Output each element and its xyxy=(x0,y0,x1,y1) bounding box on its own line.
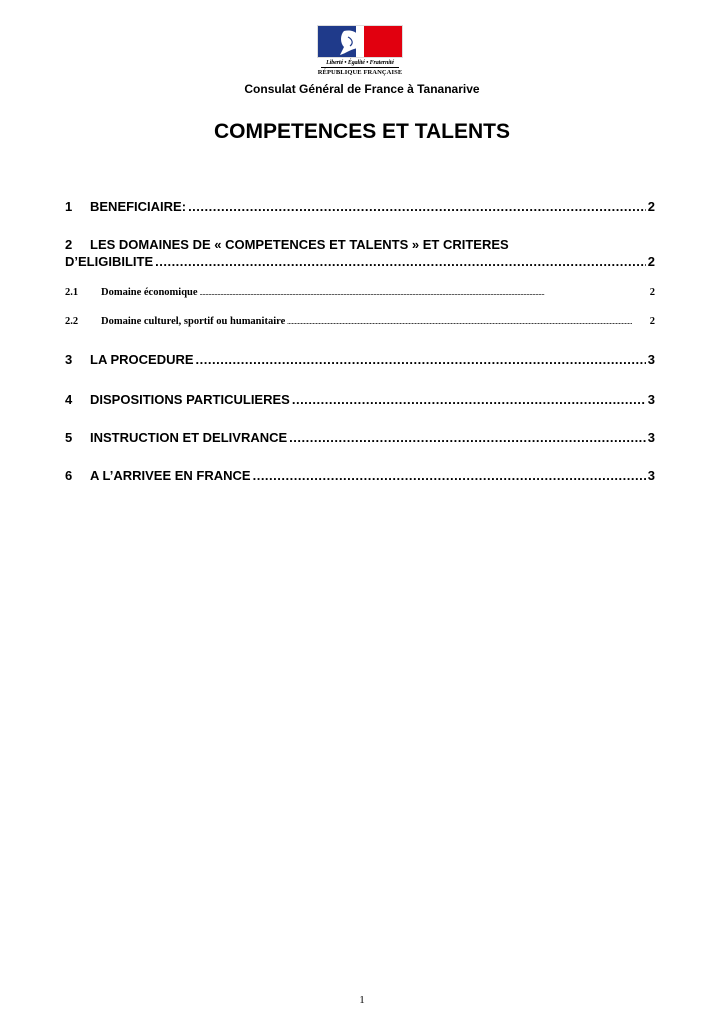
toc-leader-dots xyxy=(287,316,648,327)
toc-entry-page: 2 xyxy=(647,199,655,214)
toc-leader-dots xyxy=(196,352,646,367)
toc-entry-number: 1 xyxy=(65,199,73,214)
toc-entry-2[interactable] xyxy=(65,237,655,269)
toc-entry-number: 5 xyxy=(65,430,73,445)
logo-republic-text: RÉPUBLIQUE FRANÇAISE xyxy=(317,69,403,76)
toc-entry-1[interactable] xyxy=(65,199,655,214)
toc-entry-page: 2 xyxy=(649,316,655,327)
toc-entry-label: LES DOMAINES DE « COMPETENCES ET TALENTS » ET CRITERES xyxy=(90,237,509,252)
toc-entry-5[interactable] xyxy=(65,430,655,445)
toc-entry-label: LA PROCEDURE xyxy=(90,352,194,367)
toc-entry-page: 3 xyxy=(647,392,655,407)
toc-entry-2-1[interactable] xyxy=(65,287,655,298)
page-title: COMPETENCES ET TALENTS xyxy=(214,120,510,143)
toc-entry-page: 2 xyxy=(647,254,655,269)
toc-entry-4[interactable] xyxy=(65,392,655,407)
toc-entry-page: 2 xyxy=(649,287,655,298)
toc-leader-dots xyxy=(155,254,646,269)
toc-entry-label: Domaine culturel, sportif ou humanitaire xyxy=(101,316,286,327)
toc-entry-page: 3 xyxy=(647,430,655,445)
toc-leader-dots xyxy=(253,468,646,483)
toc-entry-number: 2.2 xyxy=(65,316,79,327)
toc-leader-dots xyxy=(292,392,646,407)
toc-entry-number: 2 xyxy=(65,237,73,252)
toc-entry-label: A L’ARRIVEE EN FRANCE xyxy=(90,468,251,483)
flag-icon xyxy=(317,25,403,58)
toc-entry-label-continued: D’ELIGIBILITE xyxy=(65,254,154,269)
logo-motto: Liberté • Égalité • Fraternité xyxy=(326,60,394,66)
toc-entry-number: 2.1 xyxy=(65,287,79,298)
toc-leader-dots xyxy=(188,199,646,214)
republique-francaise-logo xyxy=(317,25,403,76)
toc-entry-page: 3 xyxy=(647,468,655,483)
toc-leader-dots xyxy=(289,430,646,445)
toc-entry-6[interactable] xyxy=(65,468,655,483)
consulate-name: Consulat Général de France à Tananarive xyxy=(244,82,480,96)
toc-entry-number: 3 xyxy=(65,352,73,367)
toc-entry-label: INSTRUCTION ET DELIVRANCE xyxy=(90,430,288,445)
toc-entry-3[interactable] xyxy=(65,352,655,367)
page-number: 1 xyxy=(359,994,365,1006)
toc-entry-label: Domaine économique xyxy=(101,287,198,298)
toc-entry-2-2[interactable] xyxy=(65,316,655,327)
toc-entry-number: 6 xyxy=(65,468,73,483)
toc-entry-page: 3 xyxy=(647,352,655,367)
toc-entry-label: DISPOSITIONS PARTICULIERES xyxy=(90,392,290,407)
toc-entry-label: BENEFICIAIRE: xyxy=(90,199,187,214)
toc-entry-number: 4 xyxy=(65,392,73,407)
toc-leader-dots xyxy=(200,287,648,298)
